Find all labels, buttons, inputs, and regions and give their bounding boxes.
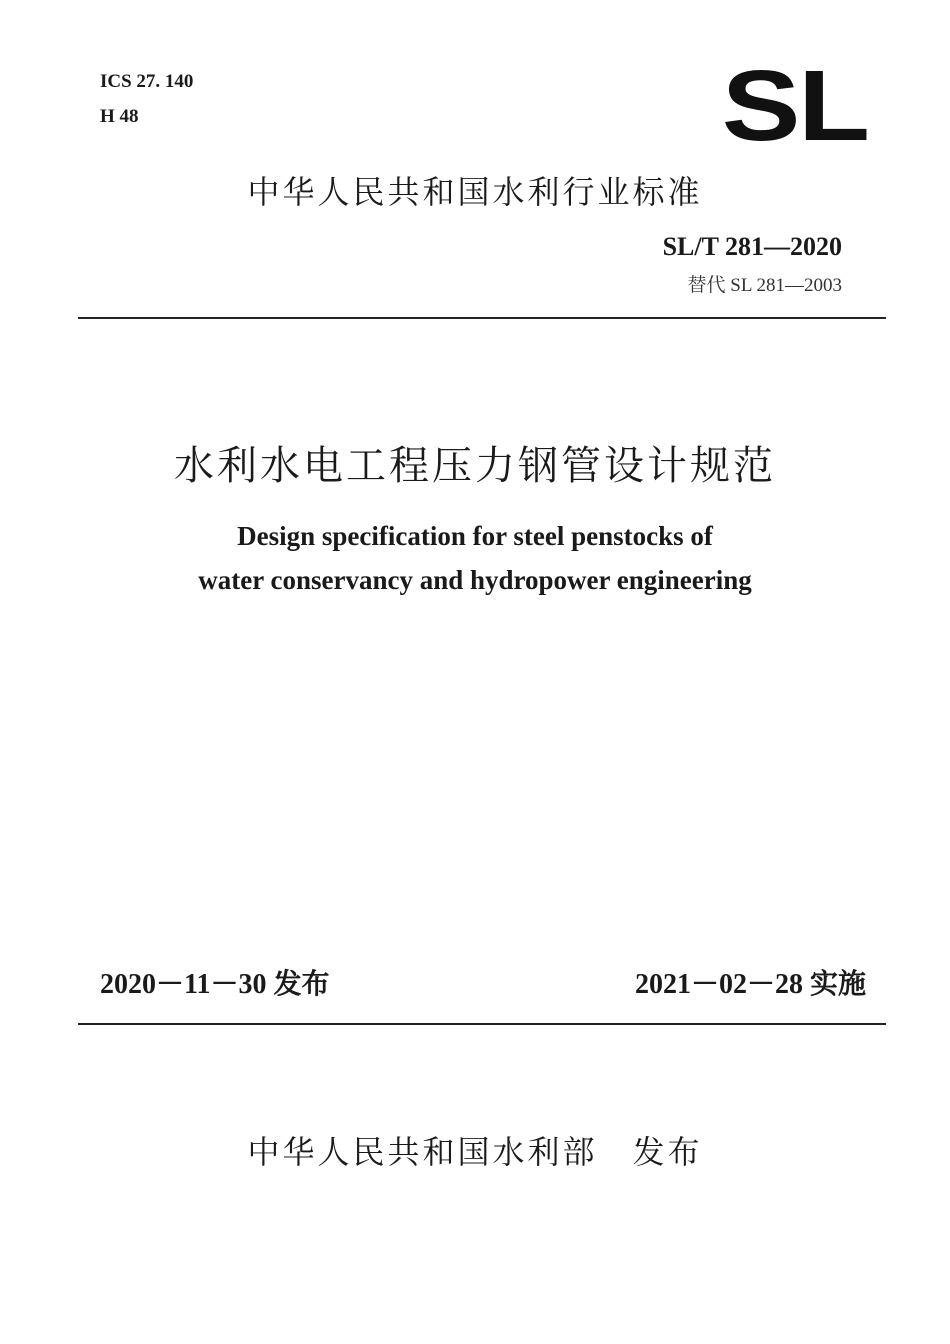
publisher: 中华人民共和国水利部 发布 (247, 1133, 703, 1171)
title-chinese: 水利水电工程压力钢管设计规范 (174, 443, 776, 489)
title-english (0, 514, 950, 602)
title-english-line-2: water conservancy and hydropower engineering (198, 565, 752, 595)
replaces-standard: 替代 SL 281—2003 (687, 275, 842, 296)
standard-category: 中华人民共和国水利行业标准 (247, 173, 703, 211)
ics-code: ICS 27. 140 (100, 71, 194, 92)
standard-code: SL/T 281—2020 (662, 232, 842, 261)
implementation-date: 2021－02－28 实施 (634, 969, 866, 1000)
sl-logo: SL (721, 50, 868, 162)
classification-code: H 48 (100, 106, 139, 127)
top-divider (78, 317, 886, 319)
title-english-line-1: Design specification for steel penstocks of (237, 521, 713, 551)
bottom-divider (78, 1023, 886, 1025)
issue-date: 2020－11－30 发布 (100, 969, 330, 1000)
